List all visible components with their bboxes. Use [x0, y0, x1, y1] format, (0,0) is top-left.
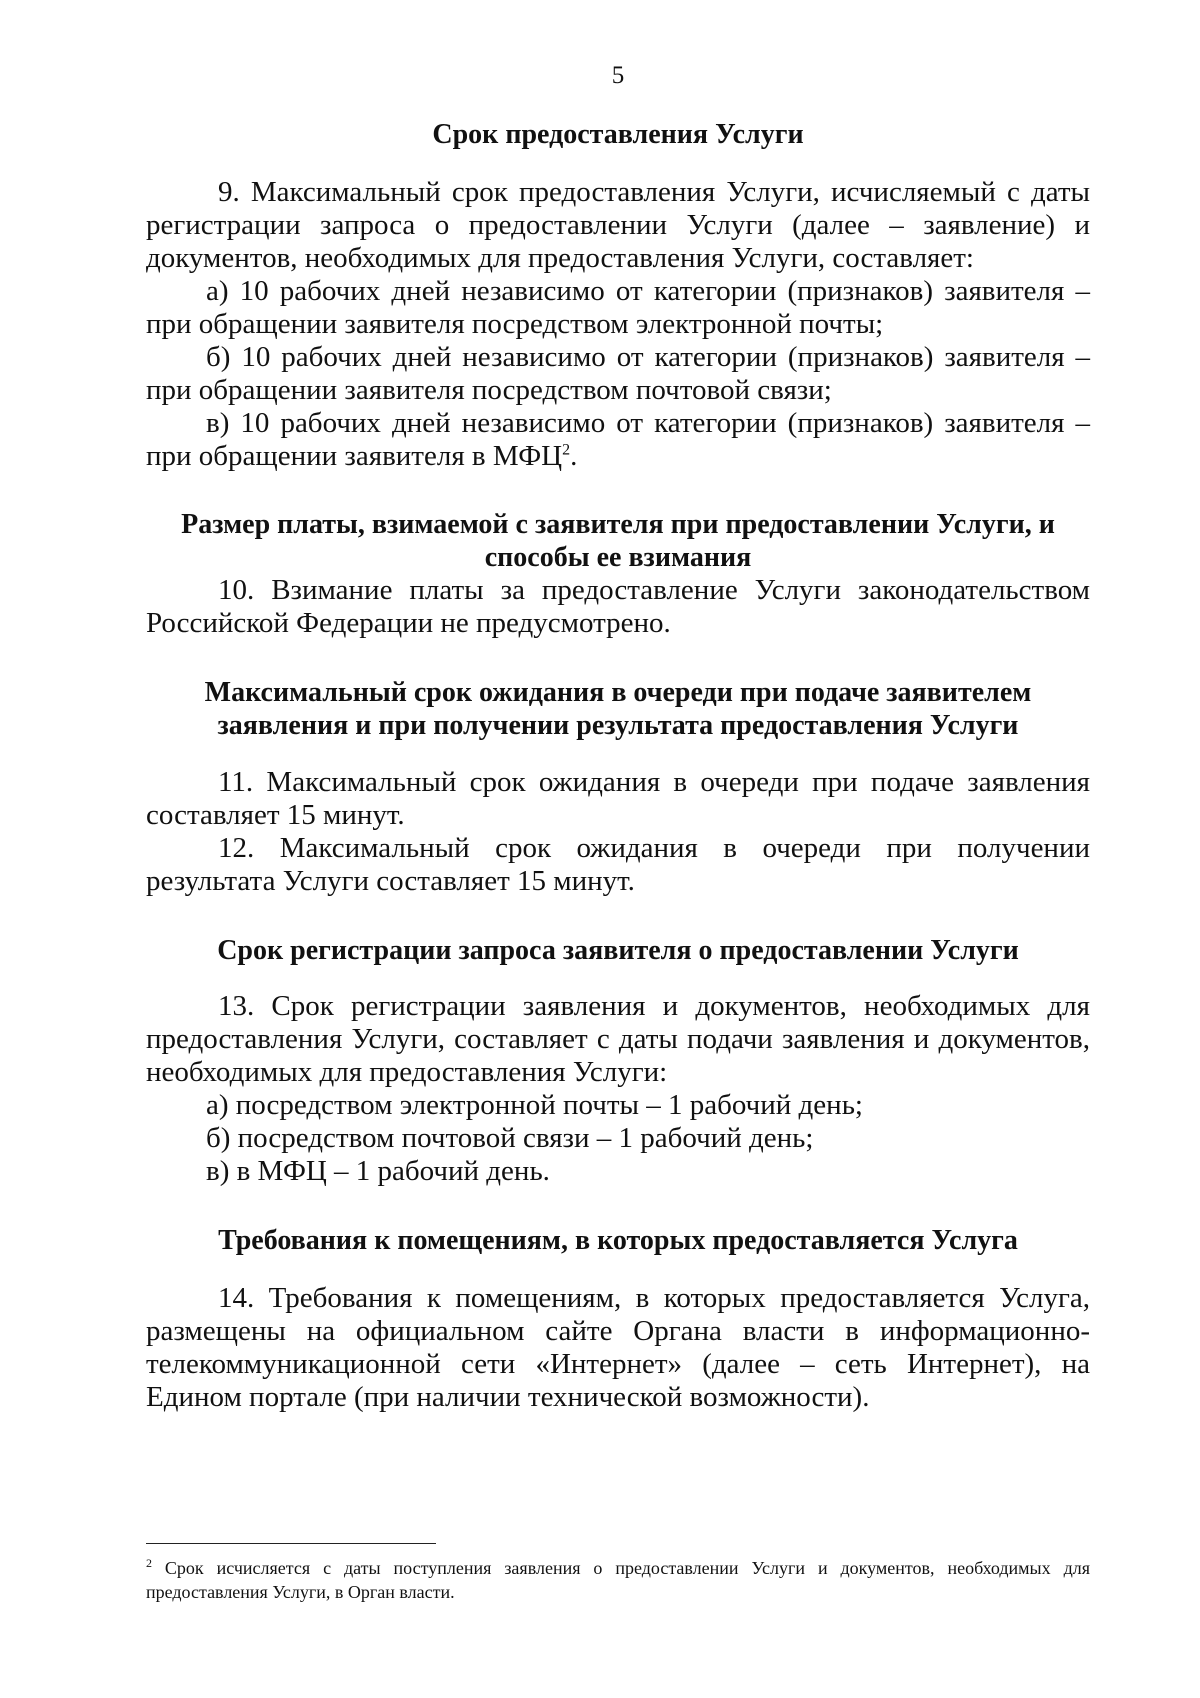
- document-body: [146, 118, 1090, 1414]
- section-service-term: [146, 118, 1090, 473]
- footnote-reference: 2: [562, 441, 571, 459]
- list-item-end: .: [570, 440, 578, 472]
- footnote-separator: [146, 1543, 436, 1544]
- section-queue-time: [146, 676, 1090, 898]
- paragraph-11: 11. Максимальный срок ожидания в очереди при подаче заявления составляет 15 минут.: [146, 766, 1090, 831]
- section-heading: Размер платы, взимаемой с заявителя при предоставлении Услуги, и способы ее взимания: [181, 509, 1055, 573]
- section-heading: Срок предоставления Услуги: [432, 119, 804, 150]
- section-fee: [146, 508, 1090, 640]
- paragraph-14: 14. Требования к помещениям, в которых предоставляется Услуга, размещены на официальном сайте Органа власти в информационно-телекоммуникационной сети «Интернет» (далее – сеть Интернет), на Едином портале (при наличии технической возможности).: [146, 1282, 1090, 1413]
- list-item: б) посредством почтовой связи – 1 рабочий день;: [206, 1122, 814, 1154]
- list-item: в) в МФЦ – 1 рабочий день.: [206, 1155, 550, 1187]
- section-premises: [146, 1224, 1090, 1414]
- paragraph-9: 9. Максимальный срок предоставления Услуги, исчисляемый с даты регистрации запроса о предоставлении Услуги (далее – заявление) и документов, необходимых для предоставления Услуги, составляет:: [146, 176, 1090, 274]
- section-heading: Максимальный срок ожидания в очереди при подаче заявителем заявления и при получении результата предоставления Услуги: [204, 677, 1032, 741]
- paragraph-10: 10. Взимание платы за предоставление Услуги законодательством Российской Федерации не предусмотрено.: [146, 574, 1090, 639]
- paragraph-12: 12. Максимальный срок ожидания в очереди при получении результата Услуги составляет 15 минут.: [146, 832, 1090, 897]
- page-number: 5: [611, 62, 625, 89]
- section-heading: Срок регистрации запроса заявителя о предоставлении Услуги: [217, 935, 1019, 966]
- list-item: а) 10 рабочих дней независимо от категории (признаков) заявителя – при обращении заявителя посредством электронной почты;: [146, 275, 1090, 340]
- section-registration-term: [146, 934, 1090, 1188]
- list-item: [146, 407, 1090, 473]
- list-item: а) посредством электронной почты – 1 рабочий день;: [206, 1089, 863, 1121]
- paragraph-13: 13. Срок регистрации заявления и документов, необходимых для предоставления Услуги, составляет с даты подачи заявления и документов, необходимых для предоставления Услуги:: [146, 990, 1090, 1088]
- footnote-marker: 2: [146, 1556, 152, 1570]
- section-heading: Требования к помещениям, в которых предоставляется Услуга: [218, 1225, 1018, 1256]
- list-item-text: в) 10 рабочих дней независимо от категории (признаков) заявителя – при обращении заявителя в МФЦ: [146, 407, 1090, 472]
- list-item: б) 10 рабочих дней независимо от категории (признаков) заявителя – при обращении заявителя посредством почтовой связи;: [146, 341, 1090, 406]
- footnote: [146, 1556, 1090, 1604]
- footnote-text: Срок исчисляется с даты поступления заявления о предоставлении Услуги и документов, необходимых для предоставления Услуги, в Орган власти.: [146, 1558, 1090, 1602]
